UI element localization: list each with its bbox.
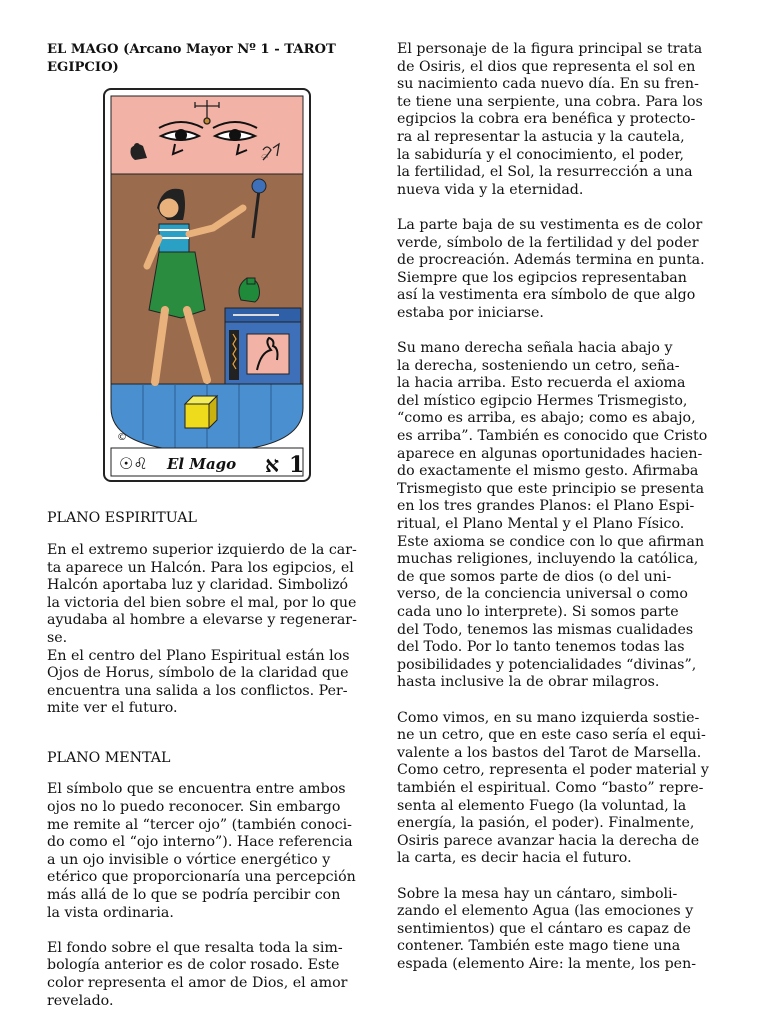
text-line: su nacimiento cada nuevo día. En su fren- — [397, 76, 699, 93]
text-line: a un ojo invisible o vórtice energético y — [47, 851, 331, 868]
heading-mental-plane: PLANO MENTAL — [47, 749, 171, 766]
text-line: Como cetro, representa el poder material y — [397, 762, 709, 779]
text-line: también el espiritual. Como “basto” repre- — [397, 779, 704, 796]
spiritual-paragraph — [47, 542, 369, 718]
card-glyphs: ☉♌ — [119, 454, 148, 473]
text-line: En el centro del Plano Espiritual están los — [47, 647, 350, 664]
text-line: zando el elemento Agua (las emociones y — [397, 903, 694, 920]
text-line: en los tres grandes Planos: el Plano Espi- — [397, 498, 695, 515]
text-line: etérico que proporcionaría una percepción — [47, 869, 356, 886]
text-line: cada uno lo interprete). Si somos parte — [397, 604, 679, 620]
text-line: ta aparece un Halcón. Para los egipcios, el — [47, 559, 354, 576]
text-line: la derecha, sosteniendo un cetro, seña- — [397, 357, 680, 374]
title-block — [47, 41, 369, 76]
text-line: Osiris parece avanzar hacia la derecha de — [397, 832, 700, 849]
text-line: me remite al “tercer ojo” (también conoci- — [47, 816, 352, 833]
text-line: hasta inclusive la de obrar milagros. — [397, 674, 660, 691]
paragraph-osiris — [397, 41, 723, 199]
text-line: Su mano derecha señala hacia abajo y — [397, 340, 673, 357]
text-line: Como vimos, en su mano izquierda sostie- — [397, 709, 700, 726]
text-line: bología anterior es de color rosado. Este — [47, 957, 340, 974]
text-line: ne un cetro, que en este caso sería el equi- — [397, 727, 706, 744]
svg-text:©: © — [117, 432, 127, 443]
text-line: energía, la pasión, el poder). Finalmente, — [397, 815, 695, 832]
heading-spiritual-plane: PLANO ESPIRITUAL — [47, 510, 197, 527]
text-line: se. — [47, 629, 68, 646]
text-line: más allá de lo que se podría percibir con — [47, 887, 341, 904]
svg-text:𓏏: 𓏏 — [261, 149, 269, 163]
text-line: contener. También este mago tiene una — [397, 938, 681, 955]
text-line: la victoria del bien sobre el mal, por lo que — [47, 594, 357, 611]
text-line: revelado. — [47, 992, 114, 1009]
text-line: del Todo. Por lo tanto tenemos todas las — [397, 639, 685, 656]
text-line: aparece en algunas oportunidades hacien- — [397, 445, 703, 462]
text-line: de procreación. Además termina en punta. — [397, 252, 705, 269]
text-line: encuentra una salida a los conflictos. Per- — [47, 682, 348, 699]
text-line: El símbolo que se encuentra entre ambos — [47, 781, 346, 798]
text-line: la vista ordinaria. — [47, 904, 174, 921]
text-line: sentimientos) que el cántaro es capaz de — [397, 920, 691, 937]
paragraph-right-hand — [397, 340, 723, 692]
text-line: es arriba”. También es conocido que Cristo — [397, 428, 708, 445]
text-line: te tiene una serpiente, una cobra. Para los — [397, 93, 703, 110]
text-line: La parte baja de su vestimenta es de color — [397, 216, 703, 233]
mental-paragraph — [47, 781, 369, 922]
text-line: El fondo sobre el que resalta toda la sim- — [47, 939, 343, 956]
text-line: la hacia arriba. Esto recuerda el axioma — [397, 375, 686, 392]
text-line: ojos no lo puedo reconocer. Sin embargo — [47, 799, 341, 816]
card-hebrew-letter: א — [265, 452, 280, 478]
text-line: mite ver el futuro. — [47, 700, 178, 717]
text-line: “como es arriba, es abajo; como es abajo, — [397, 410, 696, 427]
background-paragraph — [47, 940, 369, 1010]
right-column-text — [397, 41, 723, 973]
text-line: do como el “ojo interno”). Hace referencia — [47, 834, 353, 851]
text-line: color representa el amor de Dios, el amor — [47, 975, 348, 991]
text-line: Ojos de Horus, símbolo de la claridad que — [47, 665, 349, 682]
text-line: así la vestimenta era símbolo de que algo — [397, 287, 696, 304]
card-number: 1 — [289, 452, 305, 478]
text-line: Este axioma se condice con lo que afirman — [397, 533, 705, 550]
tarot-card-image — [103, 88, 311, 482]
text-line: del Todo, tenemos las mismas cualidades — [397, 621, 694, 638]
page-title: EL MAGO (Arcano Mayor Nº 1 - TAROT EGIPCIO) — [47, 42, 336, 75]
cube-icon — [185, 396, 217, 428]
text-line: senta al elemento Fuego (la voluntad, la — [397, 797, 687, 814]
text-line: muchas religiones, incluyendo la católica, — [397, 551, 699, 568]
text-line: ra al representar la astucia y la cautela, — [397, 128, 685, 145]
text-line: Halcón aportaba luz y claridad. Simbolizó — [47, 577, 349, 594]
card-name: El Mago — [167, 455, 237, 473]
text-line: En el extremo superior izquierdo de la car- — [47, 541, 357, 558]
paragraph-left-hand — [397, 710, 723, 868]
text-line: valente a los bastos del Tarot de Marsella. — [397, 744, 702, 761]
text-line: de Osiris, el dios que representa el sol en — [397, 58, 696, 75]
text-line: verde, símbolo de la fertilidad y del poder — [397, 234, 699, 251]
text-line: egipcios la cobra era benéfica y protecto- — [397, 111, 696, 128]
text-line: la carta, es decir hacia el futuro. — [397, 850, 632, 867]
paragraph-table — [397, 886, 723, 974]
tarot-card-svg — [103, 88, 311, 482]
text-line: nueva vida y la eternidad. — [397, 181, 584, 198]
text-line: Trismegisto que este principio se presenta — [397, 480, 705, 497]
text-line: Siempre que los egipcios representaban — [397, 269, 687, 286]
text-line: Sobre la mesa hay un cántaro, simboli- — [397, 885, 678, 902]
paragraph-vestment — [397, 217, 723, 323]
text-line: la sabiduría y el conocimiento, el poder, — [397, 146, 685, 163]
text-line: posibilidades y potencialidades “divinas”, — [397, 656, 697, 673]
text-line: estaba por iniciarse. — [397, 304, 544, 321]
text-line: verso, de la conciencia universal o como — [397, 586, 688, 603]
text-line: de que somos parte de dios (o del uni- — [397, 568, 672, 585]
text-line: del místico egipcio Hermes Trismegisto, — [397, 392, 688, 409]
text-line: do exactamente el mismo gesto. Afirmaba — [397, 463, 699, 480]
text-line: espada (elemento Aire: la mente, los pen- — [397, 955, 697, 972]
text-line: ayudaba al hombre a elevarse y regenerar- — [47, 612, 357, 629]
text-line: El personaje de la figura principal se trata — [397, 41, 703, 57]
text-line: la fertilidad, el Sol, la resurrección a una — [397, 164, 693, 181]
left-column-text — [47, 496, 369, 1010]
text-line: ritual, el Plano Mental y el Plano Físico. — [397, 516, 685, 533]
